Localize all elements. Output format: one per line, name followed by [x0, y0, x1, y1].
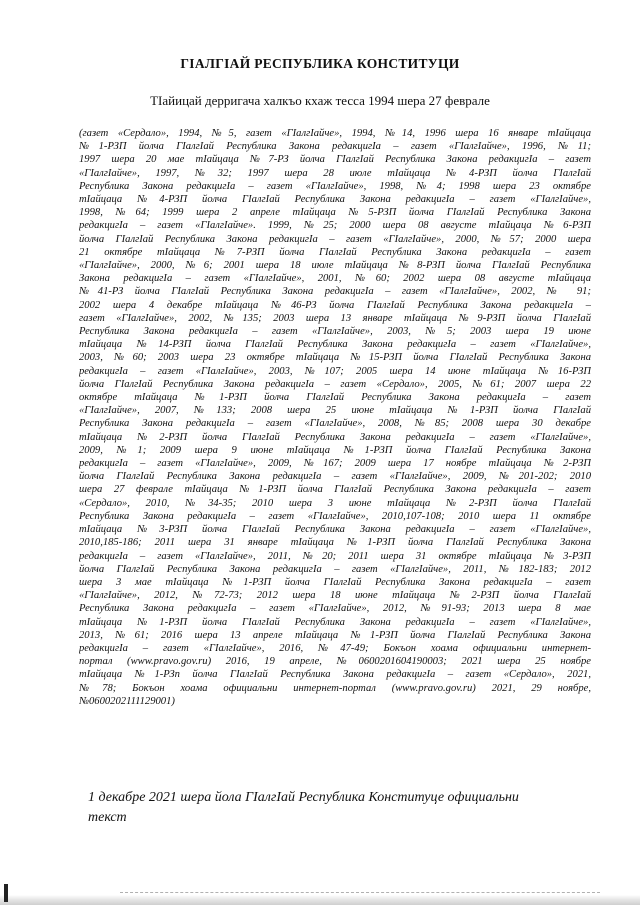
history-line: редакцигIа – газет «ГIалгIайче». 1999, №25; 2000 шера 08 августе тIайцаца №6-РЗП — [79, 220, 591, 232]
history-line: портал (www.pravo.gov.ru) 2016, 19 апреле, №0600201604190003; 2021 шера 25 ноябре — [79, 656, 591, 668]
history-line: йолча ГIалгIай Республика Закона редакцигIа – газет «ГIалгIайче», 2011, №182-183; 2012 — [79, 563, 591, 575]
note-line: текст — [88, 810, 127, 825]
history-line: «ГIалгIайче», 2000, №6; 2001 шера 18 июле тIайцаца №8-РЗП йолча ГIалгIай Республика — [79, 260, 591, 272]
amendment-history — [79, 127, 591, 708]
history-line: «ГIалгIайче», 2007, №133; 2008 шера 25 июне тIайцаца №1-РЗП йолча ГIалгIай — [79, 405, 591, 417]
note-line: 1 декабре 2021 шера йола ГIалгIай Республика Конституце официальни — [88, 790, 519, 805]
history-line: газет «ГIалгIайче», 2002, №135; 2003 шера 13 январе тIайцаца №9-РЗП йолча ГIалгIай — [79, 312, 591, 324]
history-line: редакцигIа – газет «ГIалгIайче», 2011, №20; 2011 шера 31 октябре тIайцаца №3-РЗП — [79, 550, 591, 562]
history-line: шера 27 феврале тIайцаца №1-РЗП йолча ГIалгIай Республика Закона редакцигIа – газет — [79, 484, 591, 496]
history-line: тIайцаца №1-РЗп йолча ГIалгIай Республика Закона редакцигIа – газет «Сердало», 2021, — [79, 669, 591, 681]
history-line: тIайцаца №14-РЗП йолча ГIалгIай Республика Закона редакцигIа – газет «ГIалгIайче», — [79, 339, 591, 351]
history-line: 2013, №61; 2016 шера 13 апреле тIайцаца №1-РЗП йолча ГIалгIай Республика Закона — [79, 629, 591, 641]
history-line: шера 3 мае тIайцаца №1-РЗП йолча ГIалгIай Республика Закона редакцигIа – газет — [79, 576, 591, 588]
history-line: 2010,185-186; 2011 шера 31 январе тIайцаца №1-РЗП йолча ГIалгIай Республика Закона — [79, 537, 591, 549]
history-line: тIайцаца №4-РЗП йолча ГIалгIай Республика Закона редакцигIа – газет «ГIалгIайче», — [79, 194, 591, 206]
document-title: ГIАЛГIАЙ РЕСПУБЛИКА КОНСТИТУЦИ — [180, 56, 460, 71]
history-line: тIайцаца №1-РЗП йолча ГIалгIай Республика Закона редакцигIа – газет «ГIалгIайче», — [79, 616, 591, 628]
history-line: октябре тIайцаца №1-РЗП йолча ГIалгIай Республика Закона редакцигIа – газет — [79, 392, 591, 404]
history-line: йолча ГIалгIай Республика Закона редакцигIа – газет «ГIалгIайче», 2000, №57; 2000 шера — [79, 233, 591, 245]
history-line: йолча ГIалгIай Республика Закона редакцигIа – газет «ГIалгIайче», 2009, №201-202; 2010 — [79, 471, 591, 483]
history-line: тIайцаца №3-РЗП йолча ГIалгIай Республика Закона редакцигIа – газет «ГIалгIайче», — [79, 524, 591, 536]
official-text-note — [88, 788, 593, 828]
history-line: «Сердало», 2010, №34-35; 2010 шера 3 июне тIайцаца №2-РЗП йолча ГIалгIай — [79, 497, 591, 509]
history-line: «ГIалгIайче», 2012, №72-73; 2012 шера 18 июне тIайцаца №2-РЗП йолча ГIалгIай — [79, 590, 591, 602]
scan-artifact-line — [120, 892, 600, 893]
history-line: Закона редакцигIа – газет «ГIалгIайче», 2001, №60; 2002 шера 08 августе тIайцаца — [79, 273, 591, 285]
history-line: редакцигIа – газет «ГIалгIайче», 2016, №47-49; Бокъон хоама официальни интернет- — [79, 642, 591, 654]
history-line: (газет «Сердало», 1994, №5, газет «ГIалгIайче», 1994, №14, 1996 шера 16 январе тIайцаца — [79, 128, 591, 139]
history-line: 1997 шера 20 мае тIайцаца №7-РЗ йолча ГIалгIай Республика Закона редакцигIа – газет — [79, 154, 591, 166]
document-subtitle: ТIайицай дерригача халкъо кхаж тесса 1994 шера 27 феврале — [150, 93, 490, 108]
history-line: №0600202111129001) — [79, 695, 175, 707]
history-line: Республика Закона редакцигIа – газет «ГIалгIайче», 2003, №5; 2003 шера 19 июне — [79, 326, 591, 338]
history-line: Республика Закона редакцигIа – газет «ГIалгIайче», 2012, №91-93; 2013 шера 8 мае — [79, 603, 591, 615]
history-line: 2002 шера 4 декабре тIайцаца №46-РЗ йолча ГIалгIай Республика Закона редакцигIа – — [79, 299, 591, 311]
history-line: «ГIалгIайче», 1997, №32; 1997 шера 28 июле тIайцаца №4-РЗП йолча ГIалгIай — [79, 167, 591, 179]
history-line: №41-РЗ йолча ГIалгIай Республика Закона редакцигIа – газет «ГIалгIайче», 2002, № 91; — [79, 286, 591, 298]
history-line: тIайцаца №2-РЗП йолча ГIалгIай Республика Закона редакцигIа – газет «ГIалгIайче», — [79, 431, 591, 443]
history-line: 2003, №60; 2003 шера 23 октябре тIайцаца №15-РЗП йолча ГIалгIай Республика Закона — [79, 352, 591, 364]
history-line: йолча ГIалгIай Республика Закона редакцигIа – газет «Сердало», 2005, №61; 2007 шера 22 — [79, 378, 591, 390]
history-line: редакцигIа – газет «ГIалгIайче», 2009, №167; 2009 шера 17 ноябре тIайцаца №2-РЗП — [79, 458, 591, 470]
history-line: Республика Закона редакцигIа – газет «ГIалгIайче», 2008, №85; 2008 шера 30 декабре — [79, 418, 591, 430]
history-line: №1-РЗП йолча ГIалгIай Республика Закона редакцигIа – газет «ГIалгIайче», 1996, №11; — [79, 141, 591, 153]
history-line: Республика Закона редакцигIа – газет «ГIалгIайче», 1998, №4; 1998 шера 23 октябре — [79, 180, 591, 192]
history-line: 21 октябре тIайцаца №7-РЗП йолча ГIалгIай Республика Закона редакцигIа – газет — [79, 246, 591, 258]
scan-bottom-edge — [0, 895, 640, 905]
history-line: редакцигIа – газет «ГIалгIайче», 2003, №107; 2005 шера 14 июне тIайцаца №16-РЗП — [79, 365, 591, 377]
history-line: 1998, №64; 1999 шера 2 апреле тIайцаца №5-РЗП йолча ГIалгIай Республика Закона — [79, 207, 591, 219]
history-line: №78; Бокъон хоама официальни интернет-портал (www.pravo.gov.ru) 2021, 29 ноябре, — [79, 682, 591, 694]
history-line: Республика Закона редакцигIа – газет «ГIалгIайче», 2010,107-108; 2010 шера 11 октябре — [79, 510, 591, 522]
scan-edge-mark — [4, 884, 8, 902]
history-line: 2009, №1; 2009 шера 9 июне тIайцаца №1-РЗП йолча ГIалгIай Республика Закона — [79, 444, 591, 456]
